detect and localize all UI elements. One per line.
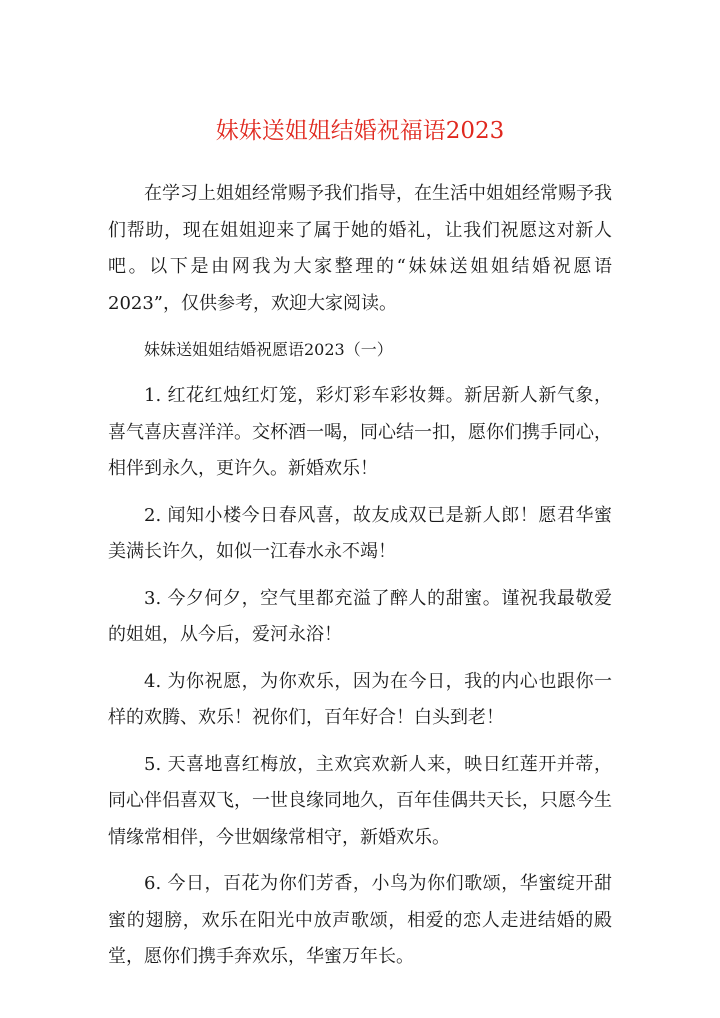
section-heading: 妹妹送姐姐结婚祝愿语2023（一）: [144, 340, 393, 359]
document-body: [108, 176, 612, 986]
list-item: 3. 今夕何夕，空气里都充溢了醉人的甜蜜。谨祝我最敬爱的姐姐，从今后，爱河永浴！: [108, 587, 612, 645]
list-item: 6. 今日，百花为你们芳香，小鸟为你们歌颂，华蜜绽开甜蜜的翅膀，欢乐在阳光中放声歌颂，相爱的恋人走进结婚的殿堂，愿你们携手奔欢乐，华蜜万年长。: [108, 873, 612, 967]
document-title: 妹妹送姐姐结婚祝福语2023: [215, 118, 505, 144]
list-item: 4. 为你祝愿，为你欢乐，因为在今日，我的内心也跟你一样的欢腾、欢乐！祝你们，百年好合！白头到老！: [108, 670, 612, 728]
intro-paragraph: 在学习上姐姐经常赐予我们指导，在生活中姐姐经常赐予我们帮助，现在姐姐迎来了属于她的婚礼，让我们祝愿这对新人吧。以下是由网我为大家整理的“妹妹送姐姐结婚祝愿语2023”，仅供参考，欢迎大家阅读。: [108, 183, 612, 314]
list-item: 1. 红花红烛红灯笼，彩灯彩车彩妆舞。新居新人新气象，喜气喜庆喜洋洋。交杯酒一喝，同心结一扣，愿你们携手同心，相伴到永久，更许久。新婚欢乐！: [108, 385, 612, 479]
list-item: 5. 天喜地喜红梅放，主欢宾欢新人来，映日红莲开并蒂，同心伴侣喜双飞，一世良缘同地久，百年佳偶共天长，只愿今生情缘常相伴，今世姻缘常相守，新婚欢乐。: [108, 753, 612, 848]
list-item: 2. 闻知小楼今日春风喜，故友成双已是新人郎！愿君华蜜美满长许久，如似一江春水永不竭！: [108, 504, 612, 562]
